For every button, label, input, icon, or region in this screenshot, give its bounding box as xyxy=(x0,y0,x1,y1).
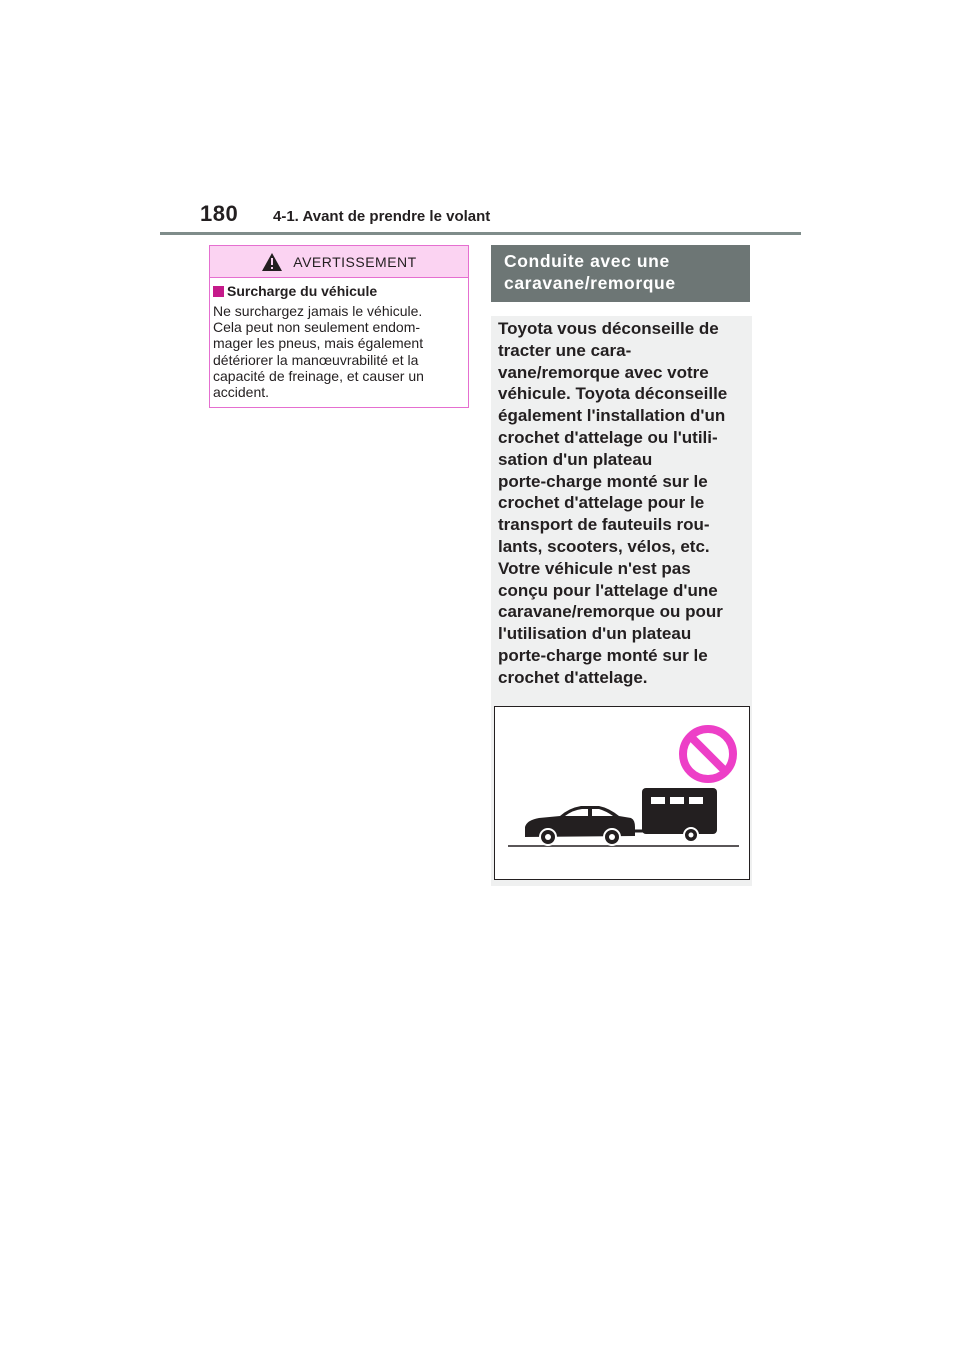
body-line: porte-charge monté sur le xyxy=(498,471,708,491)
body-line: véhicule. Toyota déconseille xyxy=(498,384,728,404)
square-bullet-icon xyxy=(213,286,224,297)
section-heading-line: caravane/remorque xyxy=(504,273,676,293)
warning-title: AVERTISSEMENT xyxy=(293,253,417,270)
body-line: caravane/remorque ou pour xyxy=(498,602,723,622)
body-line: lants, scooters, vélos, etc. xyxy=(498,536,710,556)
section-heading-line: Conduite avec une xyxy=(504,251,670,271)
body-line: également l'installation d'un xyxy=(498,406,726,426)
towing-illustration xyxy=(494,706,750,880)
warning-subtitle-text: Surcharge du véhicule xyxy=(227,283,378,299)
warning-triangle-icon xyxy=(261,252,283,272)
body-line: crochet d'attelage. xyxy=(498,667,648,687)
body-line: Votre véhicule n'est pas xyxy=(498,558,691,578)
prohibited-icon xyxy=(683,729,733,779)
header-divider xyxy=(160,232,801,235)
page-number: 180 xyxy=(200,201,239,226)
trailer-icon xyxy=(642,788,717,842)
body-text xyxy=(498,318,748,689)
body-line: crochet d'attelage pour le xyxy=(498,493,705,513)
section-title: 4-1. Avant de prendre le volant xyxy=(273,208,491,225)
body-line: l'utilisation d'un plateau xyxy=(498,624,692,644)
car-icon xyxy=(525,806,635,845)
body-line: porte-charge monté sur le xyxy=(498,645,708,665)
body-line: crochet d'attelage ou l'utili- xyxy=(498,427,718,447)
warning-text: Ne surchargez jamais le véhicule. Cela peut non seulement endom- mager les pneus, mais également détériorer la manœuvrabilité et la capacité de freinage, et causer un accident. xyxy=(213,303,424,401)
warning-subtitle xyxy=(213,283,465,299)
body-line: tracter une cara- xyxy=(498,340,632,360)
warning-box xyxy=(209,245,469,408)
body-line: Toyota vous déconseille de xyxy=(498,319,719,338)
body-line: sation d'un plateau xyxy=(498,449,653,469)
body-line: vane/remorque avec votre xyxy=(498,362,709,382)
section-heading xyxy=(491,245,750,302)
warning-body xyxy=(210,278,468,400)
warning-header xyxy=(210,246,468,278)
body-line: transport de fauteuils rou- xyxy=(498,515,710,535)
body-line: conçu pour l'attelage d'une xyxy=(498,580,718,600)
